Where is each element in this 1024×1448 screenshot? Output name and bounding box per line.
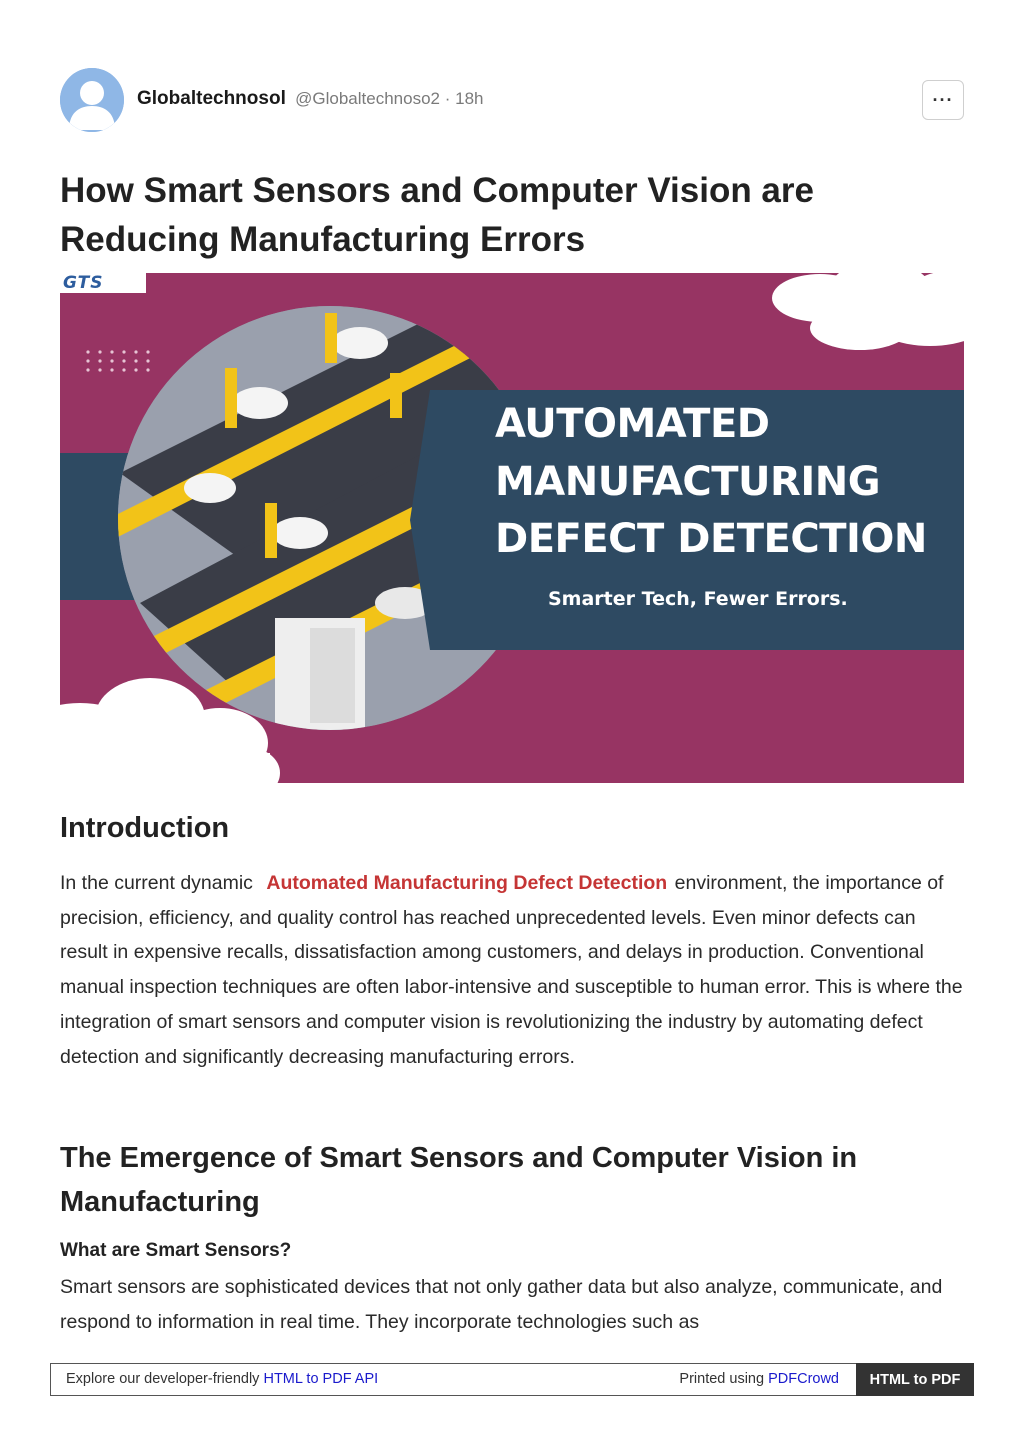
- hero-title-line1: AUTOMATED: [495, 401, 770, 447]
- more-options-button[interactable]: [922, 80, 964, 120]
- author-handle: [295, 89, 483, 108]
- pdfcrowd-link[interactable]: PDFCrowd: [768, 1371, 839, 1387]
- hero-subtitle: Smarter Tech, Fewer Errors.: [548, 588, 848, 610]
- avatar[interactable]: [60, 68, 124, 132]
- smart-sensors-subheading: What are Smart Sensors?: [60, 1240, 292, 1261]
- author-name[interactable]: Globaltechnosol: [137, 88, 286, 109]
- author-handle-text: @Globaltechnoso2: [295, 89, 440, 108]
- hero-image: [60, 273, 964, 783]
- hero-title-line2: MANUFACTURING: [495, 459, 881, 505]
- intro-text-after: environment, the importance of precision, efficiency, and quality control has reached unprecedented levels. Even minor defects can result in expensive recalls, dissatisfaction among customers, and delays in production. Conventional manual inspection techniques are often labor-intensive and susceptible to human error. This is where the integration of smart sensors and computer vision is revolutionizing the industry by automating defect detection and significantly decreasing manufacturing errors.: [60, 872, 963, 1068]
- defect-detection-link[interactable]: Automated Manufacturing Defect Detection: [266, 872, 668, 894]
- brand-logo: GTS: [60, 273, 146, 293]
- intro-paragraph: [60, 866, 964, 1074]
- emergence-heading: The Emergence of Smart Sensors and Computer Vision in Manufacturing: [60, 1142, 858, 1218]
- post-header: [60, 66, 964, 132]
- hero-title-line3: DEFECT DETECTION: [495, 516, 927, 562]
- user-icon: [60, 68, 124, 132]
- meta-separator: ·: [444, 89, 451, 108]
- footer-printed-text: Printed using: [679, 1371, 765, 1387]
- html-to-pdf-api-link[interactable]: HTML to PDF API: [263, 1371, 379, 1387]
- footer-explore-text: Explore our developer-friendly: [66, 1371, 260, 1387]
- html-to-pdf-button[interactable]: HTML to PDF: [856, 1363, 974, 1396]
- post-time: 18h: [455, 89, 484, 108]
- pdf-footer-bar: [50, 1363, 974, 1396]
- intro-text-before: In the current dynamic: [60, 872, 253, 894]
- author-line: [137, 88, 484, 110]
- intro-heading: Introduction: [60, 812, 230, 844]
- smart-sensors-paragraph: Smart sensors are sophisticated devices that not only gather data but also analyze, communicate, and respond to information in real time. They incorporate technologies such as: [60, 1276, 943, 1333]
- footer-printed: [679, 1371, 839, 1387]
- ellipsis-icon: ···: [932, 89, 954, 110]
- footer-explore: [66, 1371, 378, 1387]
- post-title: How Smart Sensors and Computer Vision are Reducing Manufacturing Errors: [60, 171, 814, 259]
